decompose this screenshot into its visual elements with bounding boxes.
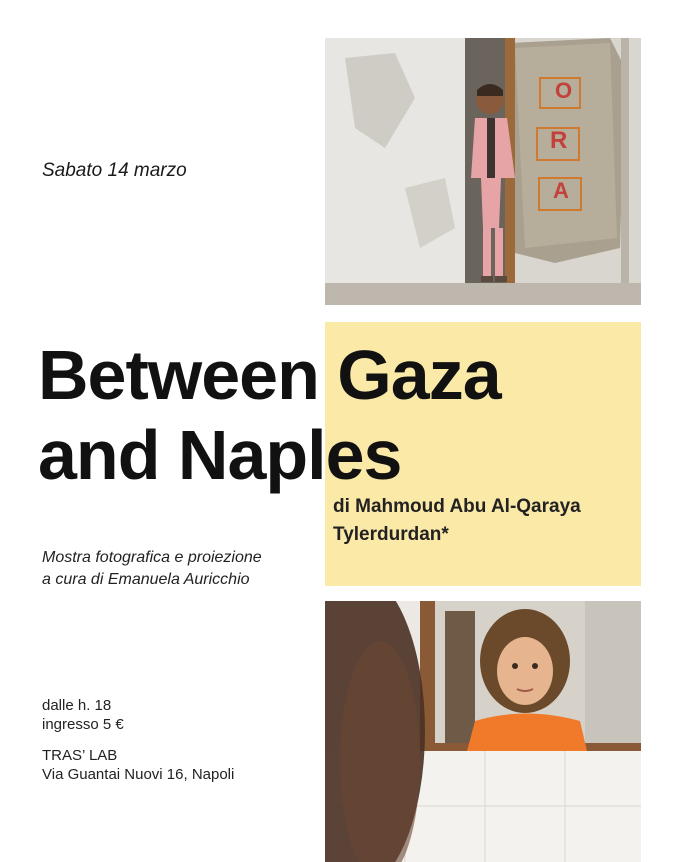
- event-description-line-1: Mostra fotografica e proiezione: [42, 549, 262, 566]
- svg-text:R: R: [550, 127, 568, 154]
- event-description-line-2: a cura di Emanuela Auricchio: [42, 571, 250, 588]
- venue-name: TRAS’ LAB: [42, 747, 118, 764]
- photo-child-by-wall: [325, 38, 641, 305]
- event-time: dalle h. 18: [42, 697, 112, 714]
- event-title-line-1: Between Gaza: [38, 336, 501, 414]
- author-name-line-1: di Mahmoud Abu Al-Qaraya: [333, 496, 581, 517]
- author-name-line-2: Tylerdurdan*: [333, 524, 449, 545]
- venue-address: Via Guantai Nuovi 16, Napoli: [42, 766, 235, 783]
- event-date: Sabato 14 marzo: [42, 160, 187, 181]
- event-title-line-2: and Naples: [38, 416, 402, 494]
- svg-text:A: A: [553, 178, 569, 203]
- photo-child-in-mirror: [325, 601, 641, 862]
- event-price: ingresso 5 €: [42, 716, 124, 733]
- svg-text:O: O: [555, 78, 573, 103]
